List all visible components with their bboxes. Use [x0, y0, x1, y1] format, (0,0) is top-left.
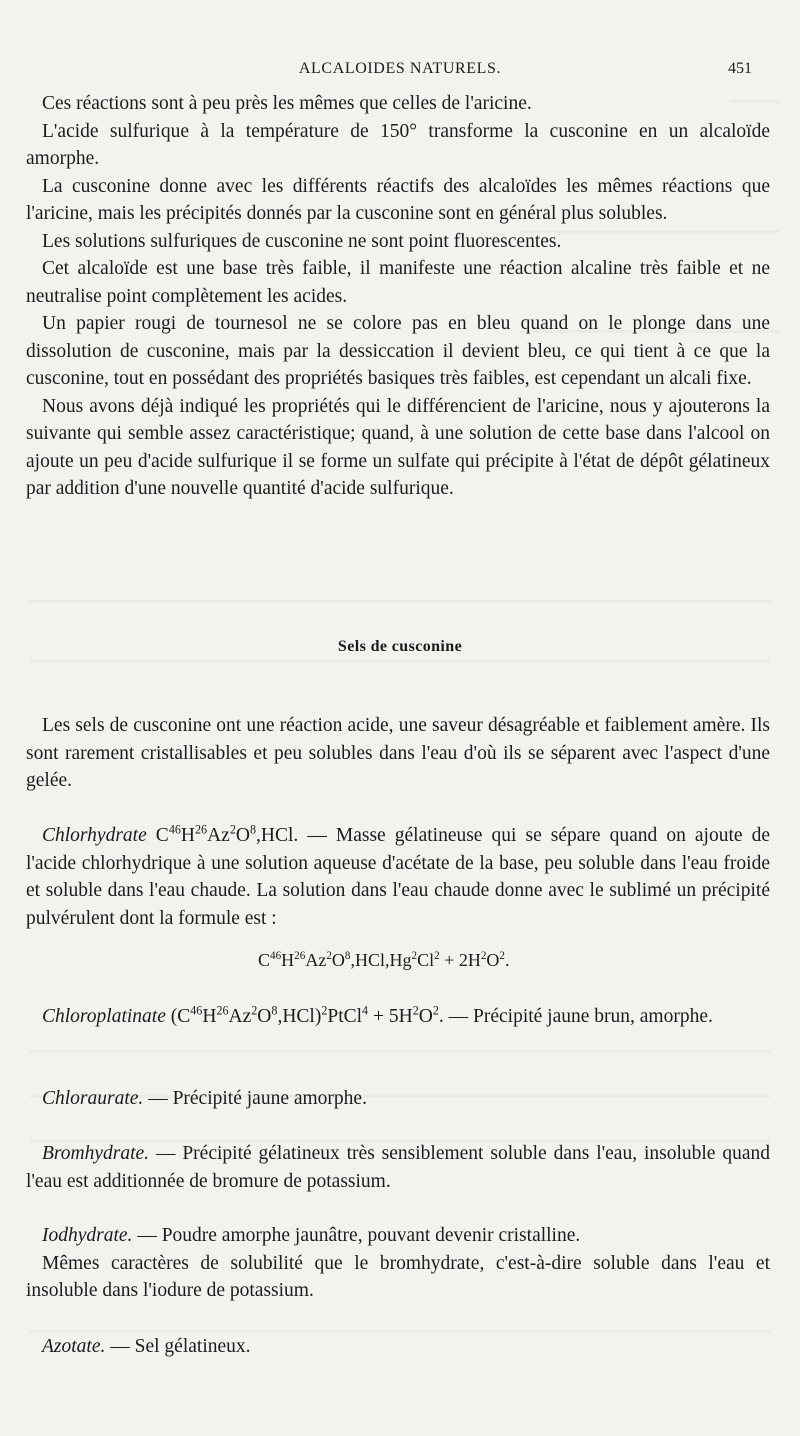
paragraph: Cet alcaloïde est une base très faible, il manifeste une réaction alcaline très faible et ne neutralise point complètement les acides. [26, 258, 770, 307]
page-number: 451 [728, 60, 752, 77]
entry-text: — Précipité jaune brun, amorphe. [443, 1006, 713, 1027]
chemical-formula: $C^{46}H^{26}Az^2O^8,HCl$. [155, 822, 299, 846]
entry-text: — Poudre amorphe jaunâtre, pouvant devenir cristalline. [132, 1225, 581, 1246]
entry-chloroplatinate [26, 1003, 770, 1031]
entry-chloraurate [26, 1085, 770, 1113]
paragraph: La cusconine donne avec les différents réactifs des alcaloïdes les mêmes réactions que l'aricine, mais les précipités donnés par la cusconine sont en général plus solubles. [26, 175, 770, 224]
entry-term: Chloroplatinate [42, 1006, 166, 1027]
entry-iodhydrate [26, 1222, 770, 1305]
entry-text: — Précipité gélatineux très sensiblement soluble dans l'eau, insoluble quand l'eau est additionnée de bromure de potassium. [26, 1143, 770, 1192]
paragraph: Un papier rougi de tournesol ne se colore pas en bleu quand on le plonge dans une dissolution de cusconine, mais par la dessiccation il devient bleu, ce qui tient à ce que la cusconine, tout en possédant des propriétés basiques très faibles, est cependant un alcali fixe. [26, 313, 770, 389]
intro-section [26, 90, 770, 503]
section-heading: Sels de cusconine [337, 638, 463, 655]
entry-chlorhydrate [26, 822, 770, 932]
entry-term: Iodhydrate. [42, 1225, 133, 1246]
paragraph: Ces réactions sont à peu près les mêmes que celles de l'aricine. [42, 93, 532, 114]
running-header [0, 56, 800, 82]
salts-intro [26, 712, 770, 795]
entry-text: — Masse gélatineuse qui se sépare quand on ajoute de l'acide chlorhydrique à une solution aqueuse d'acétate de la base, peu soluble dans l'eau froide et soluble dans l'eau chaude. La solution dans l'eau chaude donne avec le sublimé un précipité pulvérulent dont la formule est : [26, 825, 771, 929]
paragraph: Les sels de cusconine ont une réaction acide, une saveur désagréable et faiblement amère. Ils sont rarement cristallisables et peu solubles dans l'eau d'où ils se séparent avec l'aspect d'une gelée. [26, 715, 770, 791]
entry-term: Chlorhydrate [42, 825, 147, 846]
entry-term: Azotate. [42, 1336, 106, 1357]
chemical-formula: $C^{46}H^{26}Az^2O^8,HCl,Hg^2Cl^2 + 2H^2O^2$. [258, 950, 510, 970]
chemical-formula: $(C^{46}H^{26}Az^2O^8,HCl)^2PtCl^4 + 5H^2O^2$. [170, 1003, 444, 1027]
paragraph: Les solutions sulfuriques de cusconine ne sont point fluorescentes. [42, 230, 562, 252]
paragraph: L'acide sulfurique à la température de 150° transforme la cusconine en un alcaloïde amorphe. [26, 120, 770, 169]
paragraph: Mêmes caractères de solubilité que le bromhydrate, c'est-à-dire soluble dans l'eau et insoluble dans l'iodure de potassium. [26, 1252, 770, 1301]
entry-bromhydrate [26, 1140, 770, 1195]
entry-term: Bromhydrate. [42, 1143, 150, 1164]
entry-text: — Sel gélatineux. [105, 1336, 251, 1357]
entry-text: — Précipité jaune amorphe. [143, 1088, 367, 1109]
entry-term: Chloraurate. [42, 1088, 144, 1109]
running-title: ALCALOIDES NATURELS. [298, 60, 502, 77]
paragraph: Nous avons déjà indiqué les propriétés qui le différencient de l'aricine, nous y ajouterons la suivante qui semble assez caractéristique; quand, à une solution de cette base dans l'alcool on ajoute un peu d'acide sulfurique il se forme un sulfate qui précipite à l'état de dépôt gélatineux par addition d'une nouvelle quantité d'acide sulfurique. [26, 395, 770, 499]
entry-azotate [26, 1333, 770, 1361]
